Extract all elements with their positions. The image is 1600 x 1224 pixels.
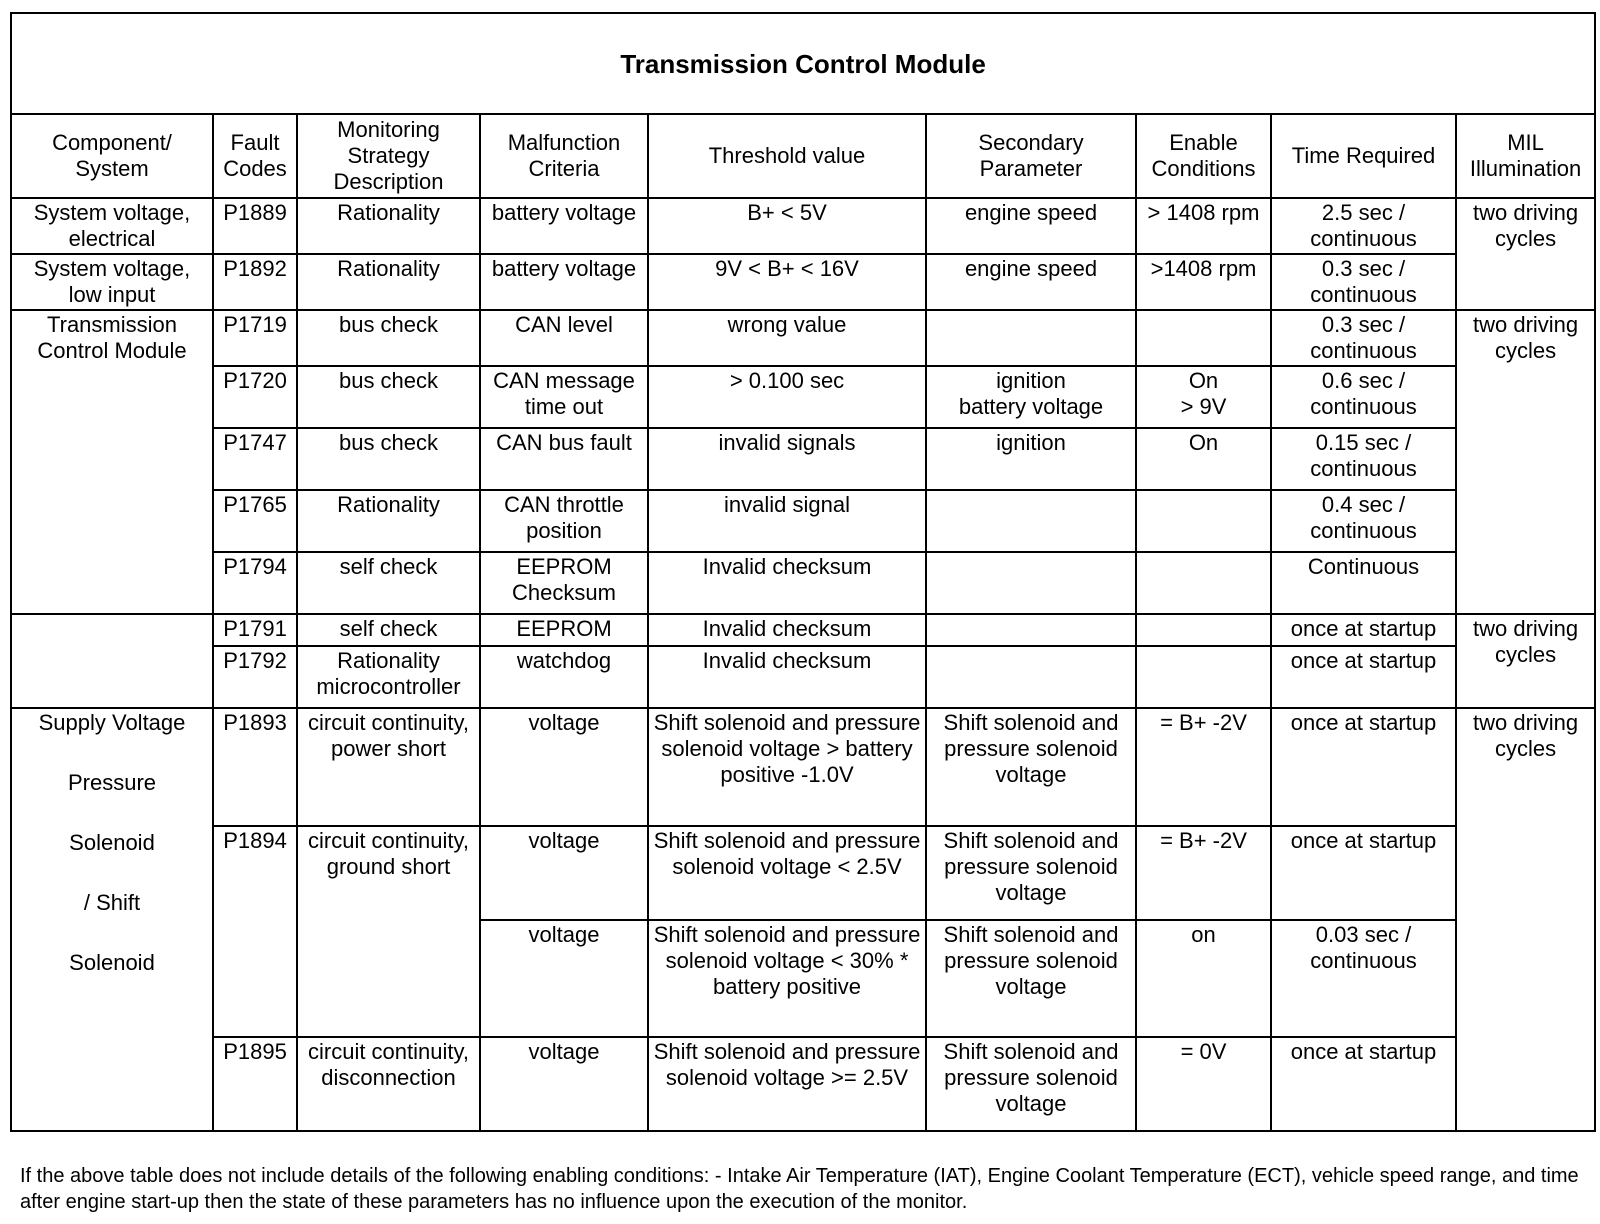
criteria-cell: voltage [480,708,648,826]
enable-cell: = B+ -2V [1136,708,1271,826]
secondary-cell: engine speed [926,198,1136,254]
criteria-cell: watchdog [480,646,648,708]
threshold-cell: Invalid checksum [648,614,926,646]
time-cell: once at startup [1271,826,1456,920]
header-mil-illumination: MIL Illumination [1456,114,1595,198]
table-row [11,490,1595,552]
time-cell: Continuous [1271,552,1456,614]
criteria-cell: CAN bus fault [480,428,648,490]
time-cell: 0.03 sec / continuous [1271,920,1456,1037]
secondary-line: ignition [996,368,1066,393]
mil-cell: two driving cycles [1456,614,1595,708]
header-fault-codes: Fault Codes [213,114,297,198]
enable-cell: = B+ -2V [1136,826,1271,920]
secondary-cell: Shift solenoid and pressure solenoid voltage [926,826,1136,920]
fault-code: P1794 [213,552,297,614]
table-title: Transmission Control Module [11,13,1595,114]
footnote: If the above table does not include details of the following enabling conditions: - Intake Air Temperature (IAT), Engine Coolant Temperature (ECT), vehicle speed range, and time after engine start-up then the state of these parameters has no influence upon the execution of the monitor. [20,1165,1579,1213]
component-line: Solenoid [69,830,155,855]
table-row [11,254,1595,310]
secondary-cell: ignition [926,428,1136,490]
enable-cell: = 0V [1136,1037,1271,1131]
table-row [11,552,1595,614]
component-cell: Transmission Control Module [11,310,213,614]
threshold-cell: 9V < B+ < 16V [648,254,926,310]
secondary-cell: Shift solenoid and pressure solenoid voltage [926,1037,1136,1131]
table-row [11,1037,1595,1131]
component-line: Supply Voltage [38,710,186,735]
threshold-cell: Shift solenoid and pressure solenoid voltage < 2.5V [648,826,926,920]
secondary-cell [926,310,1136,366]
strategy-cell: circuit continuity, disconnection [297,1037,480,1131]
criteria-cell: EEPROM Checksum [480,552,648,614]
secondary-cell: engine speed [926,254,1136,310]
header-enable-conditions: Enable Conditions [1136,114,1271,198]
fault-code: P1894 [213,826,297,1037]
enable-cell [1136,646,1271,708]
threshold-cell: Shift solenoid and pressure solenoid voltage > battery positive -1.0V [648,708,926,826]
component-line: Solenoid [69,950,155,975]
table-row [11,826,1595,920]
threshold-cell: Shift solenoid and pressure solenoid voltage < 30% * battery positive [648,920,926,1037]
enable-cell [1136,310,1271,366]
time-cell: once at startup [1271,614,1456,646]
strategy-cell: Rationality microcontroller [297,646,480,708]
strategy-cell: circuit continuity, ground short [297,826,480,1037]
threshold-cell: Invalid checksum [648,646,926,708]
enable-cell: > 1408 rpm [1136,198,1271,254]
threshold-cell: B+ < 5V [648,198,926,254]
fault-code: P1719 [213,310,297,366]
threshold-cell: Shift solenoid and pressure solenoid voltage >= 2.5V [648,1037,926,1131]
threshold-cell: invalid signal [648,490,926,552]
enable-cell: >1408 rpm [1136,254,1271,310]
table-row [11,198,1595,254]
mil-cell: two driving cycles [1456,310,1595,614]
mil-cell: two driving cycles [1456,198,1595,310]
fault-code: P1720 [213,366,297,428]
time-cell: 0.6 sec / continuous [1271,366,1456,428]
table-row [11,366,1595,428]
table-row [11,614,1595,646]
criteria-cell: CAN level [480,310,648,366]
criteria-cell: EEPROM [480,614,648,646]
secondary-cell [926,366,1136,428]
secondary-cell: Shift solenoid and pressure solenoid voltage [926,920,1136,1037]
component-cell: System voltage, electrical [11,198,213,254]
enable-cell [1136,490,1271,552]
secondary-line: battery voltage [958,394,1104,419]
header-component: Component/ System [11,114,213,198]
component-line: / Shift [83,890,141,915]
time-cell: 0.3 sec / continuous [1271,254,1456,310]
fault-code: P1893 [213,708,297,826]
fault-code: P1791 [213,614,297,646]
header-threshold: Threshold value [648,114,926,198]
time-cell: 2.5 sec / continuous [1271,198,1456,254]
header-time-required: Time Required [1271,114,1456,198]
strategy-cell: Rationality [297,254,480,310]
strategy-cell: Rationality [297,490,480,552]
header-row [11,114,1595,198]
strategy-cell: bus check [297,366,480,428]
enable-cell [1136,366,1271,428]
time-cell: 0.4 sec / continuous [1271,490,1456,552]
strategy-cell: bus check [297,428,480,490]
criteria-cell: battery voltage [480,254,648,310]
secondary-cell [926,552,1136,614]
criteria-cell: CAN message time out [480,366,648,428]
time-cell: once at startup [1271,646,1456,708]
time-cell: once at startup [1271,1037,1456,1131]
table-row [11,708,1595,826]
fault-code: P1792 [213,646,297,708]
fault-code: P1892 [213,254,297,310]
table-row [11,646,1595,708]
fault-code: P1889 [213,198,297,254]
table-row [11,310,1595,366]
header-monitoring-strategy: Monitoring Strategy Description [297,114,480,198]
component-cell [11,708,213,1131]
criteria-cell: voltage [480,920,648,1037]
time-cell: 0.3 sec / continuous [1271,310,1456,366]
enable-cell: on [1136,920,1271,1037]
threshold-cell: > 0.100 sec [648,366,926,428]
table-row [11,428,1595,490]
secondary-cell [926,646,1136,708]
fault-code: P1765 [213,490,297,552]
criteria-cell: voltage [480,826,648,920]
threshold-cell: Invalid checksum [648,552,926,614]
enable-cell [1136,614,1271,646]
mil-cell: two driving cycles [1456,708,1595,1131]
secondary-cell [926,490,1136,552]
component-line: Pressure [67,770,157,795]
enable-cell: On [1136,428,1271,490]
strategy-cell: self check [297,614,480,646]
secondary-cell [926,614,1136,646]
threshold-cell: invalid signals [648,428,926,490]
strategy-cell: Rationality [297,198,480,254]
component-cell: System voltage, low input [11,254,213,310]
fault-code: P1895 [213,1037,297,1131]
strategy-cell: self check [297,552,480,614]
strategy-cell: circuit continuity, power short [297,708,480,826]
criteria-cell: battery voltage [480,198,648,254]
header-malfunction-criteria: Malfunction Criteria [480,114,648,198]
enable-line: On [1188,368,1219,393]
tcm-monitor-table [10,12,1596,1132]
criteria-cell: voltage [480,1037,648,1131]
fault-code: P1747 [213,428,297,490]
secondary-cell: Shift solenoid and pressure solenoid voltage [926,708,1136,826]
criteria-cell: CAN throttle position [480,490,648,552]
threshold-cell: wrong value [648,310,926,366]
enable-cell [1136,552,1271,614]
strategy-cell: bus check [297,310,480,366]
enable-line: > 9V [1180,394,1227,419]
header-secondary-parameter: Secondary Parameter [926,114,1136,198]
component-cell [11,614,213,708]
time-cell: 0.15 sec / continuous [1271,428,1456,490]
time-cell: once at startup [1271,708,1456,826]
document-sheet [10,12,1594,1132]
